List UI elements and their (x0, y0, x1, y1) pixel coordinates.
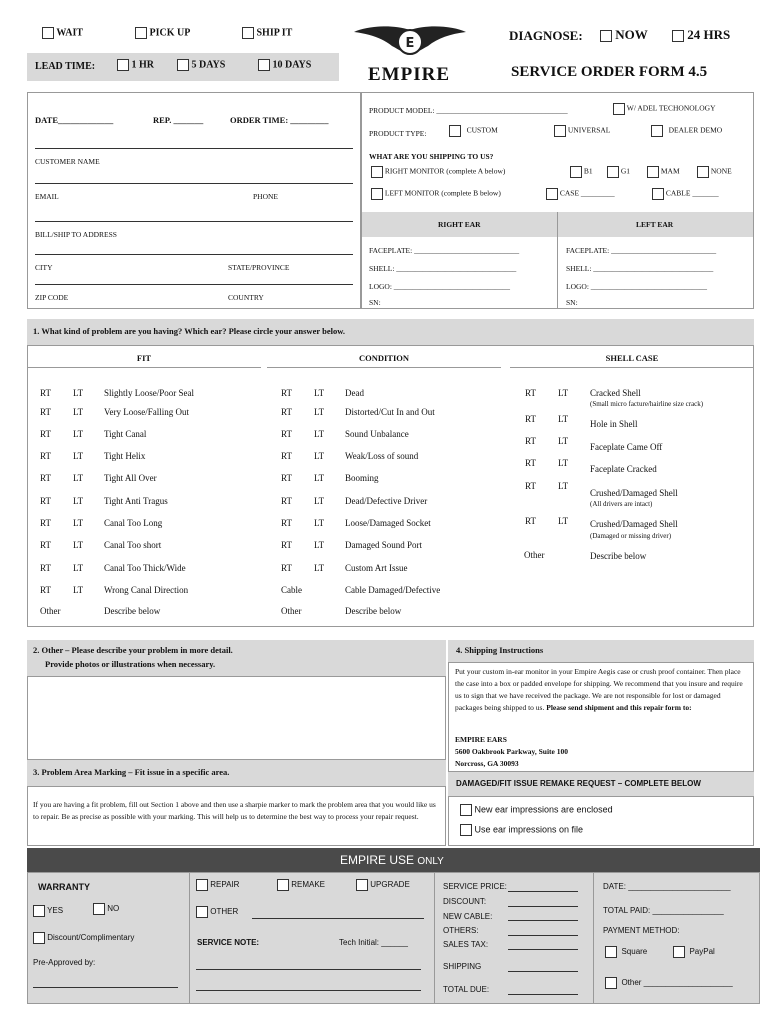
cond-ear-option[interactable]: RT (281, 451, 292, 461)
cond-ear-option[interactable]: RT (281, 540, 292, 550)
preapproved-label: Pre-Approved by: (33, 958, 96, 967)
fit-item: Wrong Canal Direction (104, 585, 189, 595)
section4-body: Put your custom in-ear monitor in your Empire Aegis case or crush proof container. Then place the case into a box or padded envelope for shipping. We recommend that you insure and require us to sign that we have received the package. We are not responsible for lost or damaged packages being shipped to us. (455, 667, 743, 712)
service-note-line-1[interactable] (196, 969, 421, 970)
fit-ear-option[interactable]: LT (73, 407, 84, 417)
fit-item: Canal Too short (104, 540, 162, 550)
cond-item: Dead (345, 388, 364, 398)
shell-lt-4[interactable]: LT (558, 458, 569, 468)
custom-checkbox[interactable] (449, 125, 461, 137)
shell-lt-5[interactable]: LT (558, 481, 569, 491)
zip-label: ZIP CODE (35, 293, 69, 302)
fit-item: Describe below (104, 606, 161, 616)
shell-item-5: Crushed/Damaged Shell (590, 488, 678, 498)
demo-checkbox[interactable] (651, 125, 663, 137)
cond-ear-option[interactable]: LT (314, 540, 325, 550)
shell-item-1-note: (Small micro facture/hairline size crack) (590, 400, 704, 408)
wadel-option[interactable]: W/ ADEL TECHONOLOGY (613, 103, 716, 115)
section4-title: 4. Shipping Instructions (456, 645, 544, 655)
form-title: SERVICE ORDER FORM 4.5 (511, 64, 708, 80)
right-monitor-option[interactable]: RIGHT MONITOR (complete A below) (371, 166, 505, 178)
case-option[interactable]: CASE _________ (546, 188, 615, 200)
cond-ear-option[interactable]: RT (281, 496, 292, 506)
cond-item: Booming (345, 473, 379, 483)
fit-item: Slightly Loose/Poor Seal (104, 388, 194, 398)
address-line-2: 5600 Oakbrook Parkway, Suite 100 (455, 747, 569, 756)
fit-item: Tight Canal (104, 429, 147, 439)
empire-use-title: EMPIRE USE ONLY (340, 853, 444, 867)
cond-ear-option[interactable]: LT (314, 563, 325, 573)
left-ear-header: LEFT EAR (636, 220, 674, 229)
right-shell-field[interactable]: SHELL: ________________________________ (369, 264, 517, 273)
universal-checkbox[interactable] (554, 125, 566, 137)
cond-item: Loose/Damaged Socket (345, 518, 431, 528)
fit-ear-option[interactable]: RT (40, 388, 51, 398)
total-due-label: TOTAL DUE: (443, 985, 490, 994)
total-paid-field[interactable]: TOTAL PAID: ________________ (603, 906, 724, 915)
upgrade-option[interactable]: UPGRADE (356, 879, 410, 891)
square-checkbox[interactable] (605, 946, 617, 958)
shell-item-6: Crushed/Damaged Shell (590, 519, 678, 529)
pickup-checkbox[interactable] (135, 27, 147, 39)
square-option[interactable]: Square (605, 946, 647, 958)
product-model-field[interactable]: PRODUCT MODEL: ___________________________________ (369, 106, 568, 115)
repair-checkbox[interactable] (196, 879, 208, 891)
order-time-field[interactable]: ORDER TIME: _________ (230, 115, 329, 125)
cond-ear-option[interactable]: RT (281, 388, 292, 398)
customer-name-line[interactable] (35, 148, 353, 149)
warranty-yes[interactable]: YES (33, 905, 63, 917)
fit-ear-option[interactable]: RT (40, 451, 51, 461)
product-type-label: PRODUCT TYPE: (369, 129, 427, 138)
preapproved-line[interactable] (33, 987, 178, 988)
none-option[interactable]: NONE (697, 166, 732, 178)
paypal-option[interactable]: PayPal (673, 946, 715, 958)
cond-item: Sound Unbalance (345, 429, 409, 439)
hrs24-checkbox[interactable] (672, 30, 684, 42)
discount-price-label: DISCOUNT: (443, 897, 487, 906)
others-line[interactable] (508, 935, 578, 936)
section4-bold: Please send shipment and this repair form to: (546, 703, 692, 712)
remake-checkbox[interactable] (277, 879, 289, 891)
section3-body: If you are having a fit problem, fill out Section 1 above and then use a sharpie marker to mark the problem area that you would like us to repair. Be as precise as possible with your marking. This will help us to determine the best way to process your repair request. (33, 800, 436, 821)
shell-rt-6[interactable]: RT (525, 516, 536, 526)
repair-option[interactable]: REPAIR (196, 879, 239, 891)
cond-ear-option[interactable]: Cable (281, 585, 302, 595)
shell-rt-2[interactable]: RT (525, 414, 536, 424)
wait-option[interactable]: WAIT (42, 27, 83, 39)
left-faceplate-field[interactable]: FACEPLATE: ____________________________ (566, 246, 717, 255)
cond-ear-option[interactable]: LT (314, 473, 325, 483)
warranty-no-checkbox[interactable] (93, 903, 105, 915)
cond-ear-option[interactable]: Other (281, 606, 302, 616)
shell-item-1: Cracked Shell (590, 388, 641, 398)
address-label: BILL/SHIP TO ADDRESS (35, 230, 117, 239)
diagnose-label: DIAGNOSE: (509, 28, 583, 43)
lead-1hr-checkbox[interactable] (117, 59, 129, 71)
lead-5days-checkbox[interactable] (177, 59, 189, 71)
section2-textarea[interactable] (27, 676, 446, 760)
section1-title: 1. What kind of problem are you having? Which ear? Please circle your answer below. (33, 326, 345, 336)
fit-ear-option[interactable]: RT (40, 518, 51, 528)
service-price-line[interactable] (508, 891, 578, 892)
other-option[interactable]: OTHER (196, 906, 238, 918)
customer-name-label: CUSTOMER NAME (35, 157, 100, 166)
fit-ear-option[interactable]: RT (40, 563, 51, 573)
custom-option[interactable]: CUSTOM (449, 125, 498, 137)
right-ear-header: RIGHT EAR (438, 220, 481, 229)
address-line[interactable] (35, 221, 353, 222)
fit-item: Tight All Over (104, 473, 157, 483)
cond-item: Damaged Sound Port (345, 540, 422, 550)
right-sn-field[interactable]: SN: (369, 298, 381, 307)
section2-subtitle: Provide photos or illustrations when necessary. (45, 659, 216, 669)
right-monitor-checkbox[interactable] (371, 166, 383, 178)
shell-rt-5[interactable]: RT (525, 481, 536, 491)
fit-ear-option[interactable]: Other (40, 606, 61, 616)
demo-option[interactable]: DEALER DEMO (651, 125, 722, 137)
cond-ear-option[interactable]: RT (281, 473, 292, 483)
wadel-checkbox[interactable] (613, 103, 625, 115)
tech-initial-field[interactable]: Tech Initial: ______ (339, 938, 408, 947)
other-pay-checkbox[interactable] (605, 977, 617, 989)
diagnose-24hrs[interactable]: 24 HRS (672, 27, 730, 43)
shipping-line[interactable] (508, 971, 578, 972)
lead-1hr[interactable]: 1 HR (117, 59, 154, 71)
none-checkbox[interactable] (697, 166, 709, 178)
pickup-option[interactable]: PICK UP (135, 27, 190, 39)
now-checkbox[interactable] (600, 30, 612, 42)
empire-wings-logo-icon (352, 20, 468, 68)
fit-ear-option[interactable]: LT (73, 563, 84, 573)
cond-item: Cable Damaged/Defective (345, 585, 441, 595)
cond-item: Custom Art Issue (345, 563, 408, 573)
warranty-label: WARRANTY (38, 882, 90, 892)
cond-ear-option[interactable]: LT (314, 429, 325, 439)
sales-tax-line[interactable] (508, 949, 578, 950)
shell-rt-3[interactable]: RT (525, 436, 536, 446)
shipit-option[interactable]: SHIP IT (242, 27, 292, 39)
discount-checkbox[interactable] (33, 932, 45, 944)
remake-option[interactable]: REMAKE (277, 879, 325, 891)
remake-option-1[interactable]: New ear impressions are enclosed (460, 804, 613, 816)
warranty-yes-checkbox[interactable] (33, 905, 45, 917)
other-line[interactable] (252, 918, 424, 919)
cond-ear-option[interactable]: LT (314, 407, 325, 417)
fit-ear-option[interactable]: RT (40, 496, 51, 506)
diagnose-now[interactable]: NOW (600, 27, 648, 43)
cond-ear-option[interactable]: LT (314, 496, 325, 506)
fit-header: FIT (27, 353, 261, 368)
phone-label: PHONE (253, 192, 279, 201)
lead-10days[interactable]: 10 DAYS (258, 59, 311, 71)
cond-item: Distorted/Cut In and Out (345, 407, 435, 417)
other-pay-option[interactable]: Other ____________________ (605, 977, 733, 989)
fit-ear-option[interactable]: RT (40, 540, 51, 550)
mam-option[interactable]: MAM (647, 166, 680, 178)
remake-title: DAMAGED/FIT ISSUE REMAKE REQUEST – COMPLETE BELOW (456, 779, 701, 788)
cond-ear-option[interactable]: RT (281, 518, 292, 528)
right-faceplate-field[interactable]: FACEPLATE: ____________________________ (369, 246, 520, 255)
date-field[interactable]: DATE_____________ (35, 115, 114, 125)
fit-ear-option[interactable]: LT (73, 585, 84, 595)
fit-ear-option[interactable]: LT (73, 429, 84, 439)
remake-option-2-checkbox[interactable] (460, 824, 472, 836)
shell-rt-4[interactable]: RT (525, 458, 536, 468)
service-note-label: SERVICE NOTE: (197, 938, 260, 947)
lead-time-label: LEAD TIME: (35, 61, 96, 72)
fit-ear-option[interactable]: LT (73, 496, 84, 506)
city-label: CITY (35, 263, 53, 272)
fit-ear-option[interactable]: RT (40, 429, 51, 439)
service-note-line-2[interactable] (196, 990, 421, 991)
cond-item: Weak/Loss of sound (345, 451, 419, 461)
g1-option[interactable]: G1 (607, 166, 630, 178)
right-logo-field[interactable]: LOGO: _______________________________ (369, 282, 511, 291)
cond-ear-option[interactable]: LT (314, 388, 325, 398)
warranty-no[interactable]: NO (93, 903, 119, 915)
fit-item: Very Loose/Falling Out (104, 407, 189, 417)
cond-ear-option[interactable]: LT (314, 518, 325, 528)
discount-option[interactable]: Discount/Complimentary (33, 932, 134, 944)
cond-ear-option[interactable]: RT (281, 563, 292, 573)
fit-ear-option[interactable]: LT (73, 540, 84, 550)
remake-option-2[interactable]: Use ear impressions on file (460, 824, 583, 836)
shell-lt-2[interactable]: LT (558, 414, 569, 424)
cond-item: Describe below (345, 606, 402, 616)
fit-item: Canal Too Thick/Wide (104, 563, 186, 573)
paypal-checkbox[interactable] (673, 946, 685, 958)
shell-lt-1[interactable]: LT (558, 388, 569, 398)
shell-other[interactable]: Other (524, 550, 545, 560)
section2-title: 2. Other – Please describe your problem in more detail. (33, 645, 233, 655)
upgrade-checkbox[interactable] (356, 879, 368, 891)
case-checkbox[interactable] (546, 188, 558, 200)
cable-option[interactable]: CABLE _______ (652, 188, 719, 200)
lead-5days[interactable]: 5 DAYS (177, 59, 225, 71)
city-line[interactable] (35, 254, 353, 255)
b1-option[interactable]: B1 (570, 166, 593, 178)
mam-checkbox[interactable] (647, 166, 659, 178)
fit-ear-option[interactable]: RT (40, 473, 51, 483)
rep-field[interactable]: REP. _______ (153, 115, 204, 125)
g1-checkbox[interactable] (607, 166, 619, 178)
new-cable-label: NEW CABLE: (443, 912, 493, 921)
cond-item: Dead/Defective Driver (345, 496, 428, 506)
service-price-label: SERVICE PRICE: (443, 882, 507, 891)
cond-ear-option[interactable]: RT (281, 407, 292, 417)
brand-name: EMPIRE (368, 64, 450, 85)
section4-body-wrap (455, 666, 747, 714)
shipping-question: WHAT ARE YOU SHIPPING TO US? (369, 152, 494, 161)
condition-header: CONDITION (267, 353, 501, 368)
shellcase-header: SHELL CASE (510, 353, 754, 368)
universal-option[interactable]: UNIVERSAL (554, 125, 610, 137)
shell-item-3: Faceplate Came Off (590, 442, 663, 452)
country-label: COUNTRY (228, 293, 264, 302)
shell-rt-1[interactable]: RT (525, 388, 536, 398)
left-logo-field[interactable]: LOGO: _______________________________ (566, 282, 708, 291)
payment-method-label: PAYMENT METHOD: (603, 926, 680, 935)
fit-ear-option[interactable]: LT (73, 388, 84, 398)
fit-item: Tight Helix (104, 451, 146, 461)
sales-tax-label: SALES TAX: (443, 940, 489, 949)
email-line[interactable] (35, 183, 353, 184)
shell-item-2: Hole in Shell (590, 419, 638, 429)
shipit-checkbox[interactable] (242, 27, 254, 39)
fit-ear-option[interactable]: LT (73, 473, 84, 483)
cond-ear-option[interactable]: RT (281, 429, 292, 439)
shell-item-4: Faceplate Cracked (590, 464, 657, 474)
discount-price-line[interactable] (508, 906, 578, 907)
cable-checkbox[interactable] (652, 188, 664, 200)
other-checkbox[interactable] (196, 906, 208, 918)
left-shell-field[interactable]: SHELL: ________________________________ (566, 264, 714, 273)
zip-line[interactable] (35, 284, 353, 285)
address-line-1: EMPIRE EARS (455, 735, 507, 744)
cond-ear-option[interactable]: LT (314, 451, 325, 461)
fit-ear-option[interactable]: RT (40, 585, 51, 595)
shell-lt-6[interactable]: LT (558, 516, 569, 526)
fit-item: Tight Anti Tragus (104, 496, 168, 506)
fit-ear-option[interactable]: RT (40, 407, 51, 417)
lead-10days-checkbox[interactable] (258, 59, 270, 71)
left-monitor-checkbox[interactable] (371, 188, 383, 200)
shell-item-5-note: (All drivers are intact) (590, 500, 653, 508)
total-due-line[interactable] (508, 994, 578, 995)
left-sn-field[interactable]: SN: (566, 298, 578, 307)
shipping-label: SHIPPING (443, 962, 482, 971)
remake-option-1-checkbox[interactable] (460, 804, 472, 816)
section3-title: 3. Problem Area Marking – Fit issue in a specific area. (33, 767, 230, 777)
shell-describe: Describe below (590, 551, 647, 561)
email-label: EMAIL (35, 192, 59, 201)
date-use-field[interactable]: DATE: _______________________ (603, 882, 731, 891)
wait-checkbox[interactable] (42, 27, 54, 39)
new-cable-line[interactable] (508, 920, 578, 921)
shell-lt-3[interactable]: LT (558, 436, 569, 446)
others-label: OTHERS: (443, 926, 479, 935)
fit-ear-option[interactable]: LT (73, 518, 84, 528)
svg-text:E: E (405, 36, 415, 51)
address-line-3: Norcross, GA 30093 (455, 759, 519, 768)
fit-item: Canal Too Long (104, 518, 163, 528)
left-monitor-option[interactable]: LEFT MONITOR (complete B below) (371, 188, 501, 200)
b1-checkbox[interactable] (570, 166, 582, 178)
fit-ear-option[interactable]: LT (73, 451, 84, 461)
state-label: STATE/PROVINCE (228, 263, 290, 272)
shell-item-6-note: (Damaged or missing driver) (590, 532, 672, 540)
